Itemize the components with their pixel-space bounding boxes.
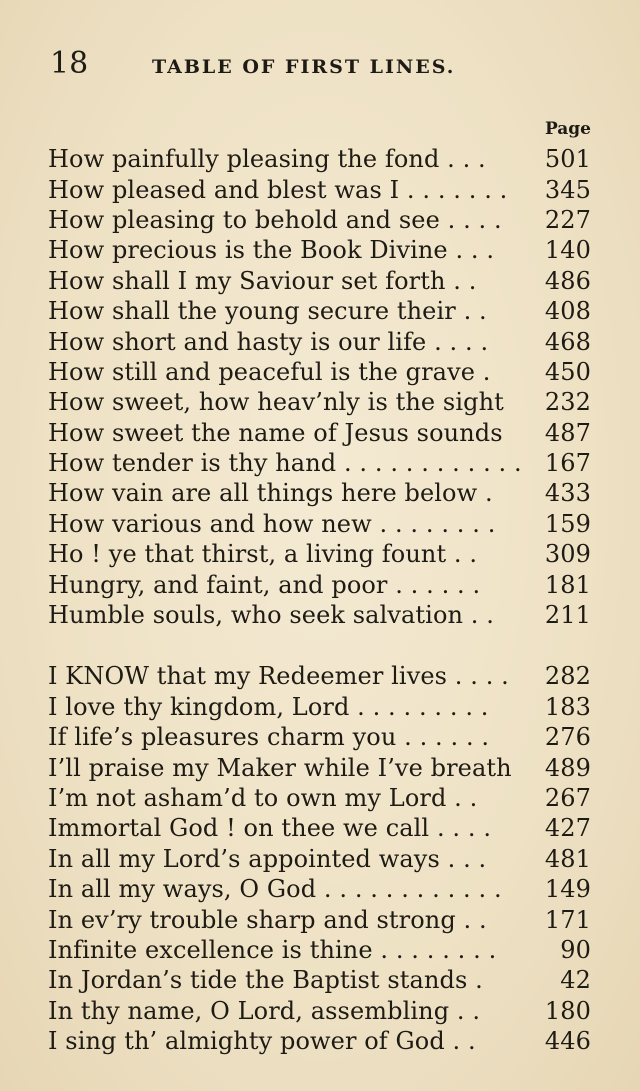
page-ref: 181 [544, 570, 591, 599]
first-line: How still and peaceful is the grave . [48, 357, 491, 386]
first-line: How pleased and blest was I . . . . . . . [48, 175, 508, 204]
page-ref: 427 [544, 814, 591, 843]
first-line: How various and how new . . . . . . . . [48, 509, 496, 538]
first-line: Hungry, and faint, and poor . . . . . . [48, 570, 481, 599]
index-row [48, 783, 591, 813]
first-lines-index [48, 144, 591, 1056]
first-line: Ho ! ye that thirst, a living fount . . [48, 540, 478, 569]
index-row [48, 235, 591, 265]
page-ref: 171 [544, 905, 591, 934]
first-line: I’m not asham’d to own my Lord . . [48, 784, 478, 812]
first-line: How sweet, how heav’nly is the sight [48, 388, 504, 417]
first-line: How short and hasty is our life . . . . [48, 327, 489, 356]
first-line: In all my ways, O God . . . . . . . . . . . . [48, 875, 502, 904]
page-ref: 501 [544, 145, 591, 174]
index-row [48, 935, 591, 965]
page-header [50, 44, 610, 84]
page-ref: 282 [544, 662, 591, 691]
first-line: How shall I my Saviour set forth . . [48, 266, 477, 295]
index-row [48, 996, 591, 1026]
running-title: TABLE OF FIRST LINES. [152, 56, 456, 78]
index-row [48, 144, 591, 174]
first-line: If life’s pleasures charm you . . . . . . [48, 723, 490, 752]
index-row [48, 174, 591, 204]
page-ref: 159 [544, 509, 591, 538]
index-row [48, 965, 591, 995]
first-line: How precious is the Book Divine . . . [48, 236, 495, 265]
page-ref: 446 [544, 1027, 591, 1056]
page-ref: 345 [544, 175, 591, 204]
index-row [48, 478, 591, 508]
first-line: In thy name, O Lord, assembling . . [48, 996, 481, 1025]
index-row [48, 600, 591, 630]
page-ref: 481 [544, 844, 591, 873]
index-row [48, 418, 591, 448]
index-row [48, 205, 591, 235]
first-line: I’ll praise my Maker while I’ve breath [48, 753, 512, 782]
page-ref: 232 [544, 388, 591, 417]
page-ref: 450 [544, 357, 591, 386]
first-line: Infinite excellence is thine . . . . . . . . [48, 935, 497, 964]
first-line: Immortal God ! on thee we call . . . . [48, 814, 492, 843]
page-column-label: Page [544, 119, 591, 139]
page-ref: 167 [544, 449, 591, 478]
first-line: I sing th’ almighty power of God . . [48, 1027, 476, 1056]
page-ref: 227 [544, 205, 591, 234]
page-number: 18 [50, 46, 89, 81]
first-line: How vain are all things here below . [48, 479, 493, 508]
index-row [48, 1026, 591, 1056]
page-ref: 309 [544, 540, 591, 569]
page-ref: 42 [560, 966, 591, 995]
page-ref: 140 [544, 236, 591, 265]
page-ref: 433 [544, 479, 591, 508]
page-ref: 180 [544, 996, 591, 1025]
page-ref: 276 [544, 723, 591, 752]
first-line: I love thy kingdom, Lord . . . . . . . . . [48, 692, 489, 721]
index-row [48, 509, 591, 539]
section-h [48, 144, 591, 630]
index-row [48, 844, 591, 874]
index-row [48, 296, 591, 326]
index-row [48, 752, 591, 782]
page-ref: 486 [544, 266, 591, 295]
first-line: How shall the young secure their . . [48, 297, 487, 326]
page-ref: 408 [544, 297, 591, 326]
index-row [48, 448, 591, 478]
index-row [48, 904, 591, 934]
index-row [48, 539, 591, 569]
index-row [48, 326, 591, 356]
page-ref: 468 [544, 327, 591, 356]
index-row [48, 722, 591, 752]
index-row [48, 813, 591, 843]
first-line: How pleasing to behold and see . . . . [48, 205, 502, 234]
first-line: How sweet the name of Jesus sounds [48, 418, 503, 447]
section-i [48, 661, 591, 1056]
page-ref: 487 [544, 418, 591, 447]
first-line: In all my Lord’s appointed ways . . . [48, 844, 487, 873]
index-row [48, 357, 591, 387]
page-ref: 211 [544, 601, 591, 630]
page-ref: 267 [544, 784, 591, 812]
first-line: Humble souls, who seek salvation . . [48, 601, 494, 630]
first-line: I KNOW that my Redeemer lives . . . . [48, 662, 509, 691]
first-line: How painfully pleasing the fond . . . [48, 145, 486, 174]
first-line: How tender is thy hand . . . . . . . . . . . . [48, 449, 522, 478]
first-line: In Jordan’s tide the Baptist stands . [48, 966, 483, 995]
section-gap [48, 630, 591, 661]
index-row [48, 661, 591, 691]
index-row [48, 569, 591, 599]
page-ref: 149 [544, 875, 591, 904]
first-line: In ev’ry trouble sharp and strong . . [48, 905, 487, 934]
page-ref: 183 [544, 692, 591, 721]
index-row [48, 692, 591, 722]
page-ref: 489 [544, 753, 591, 782]
index-row [48, 387, 591, 417]
index-row [48, 266, 591, 296]
page-ref: 90 [560, 935, 591, 964]
index-row [48, 874, 591, 904]
